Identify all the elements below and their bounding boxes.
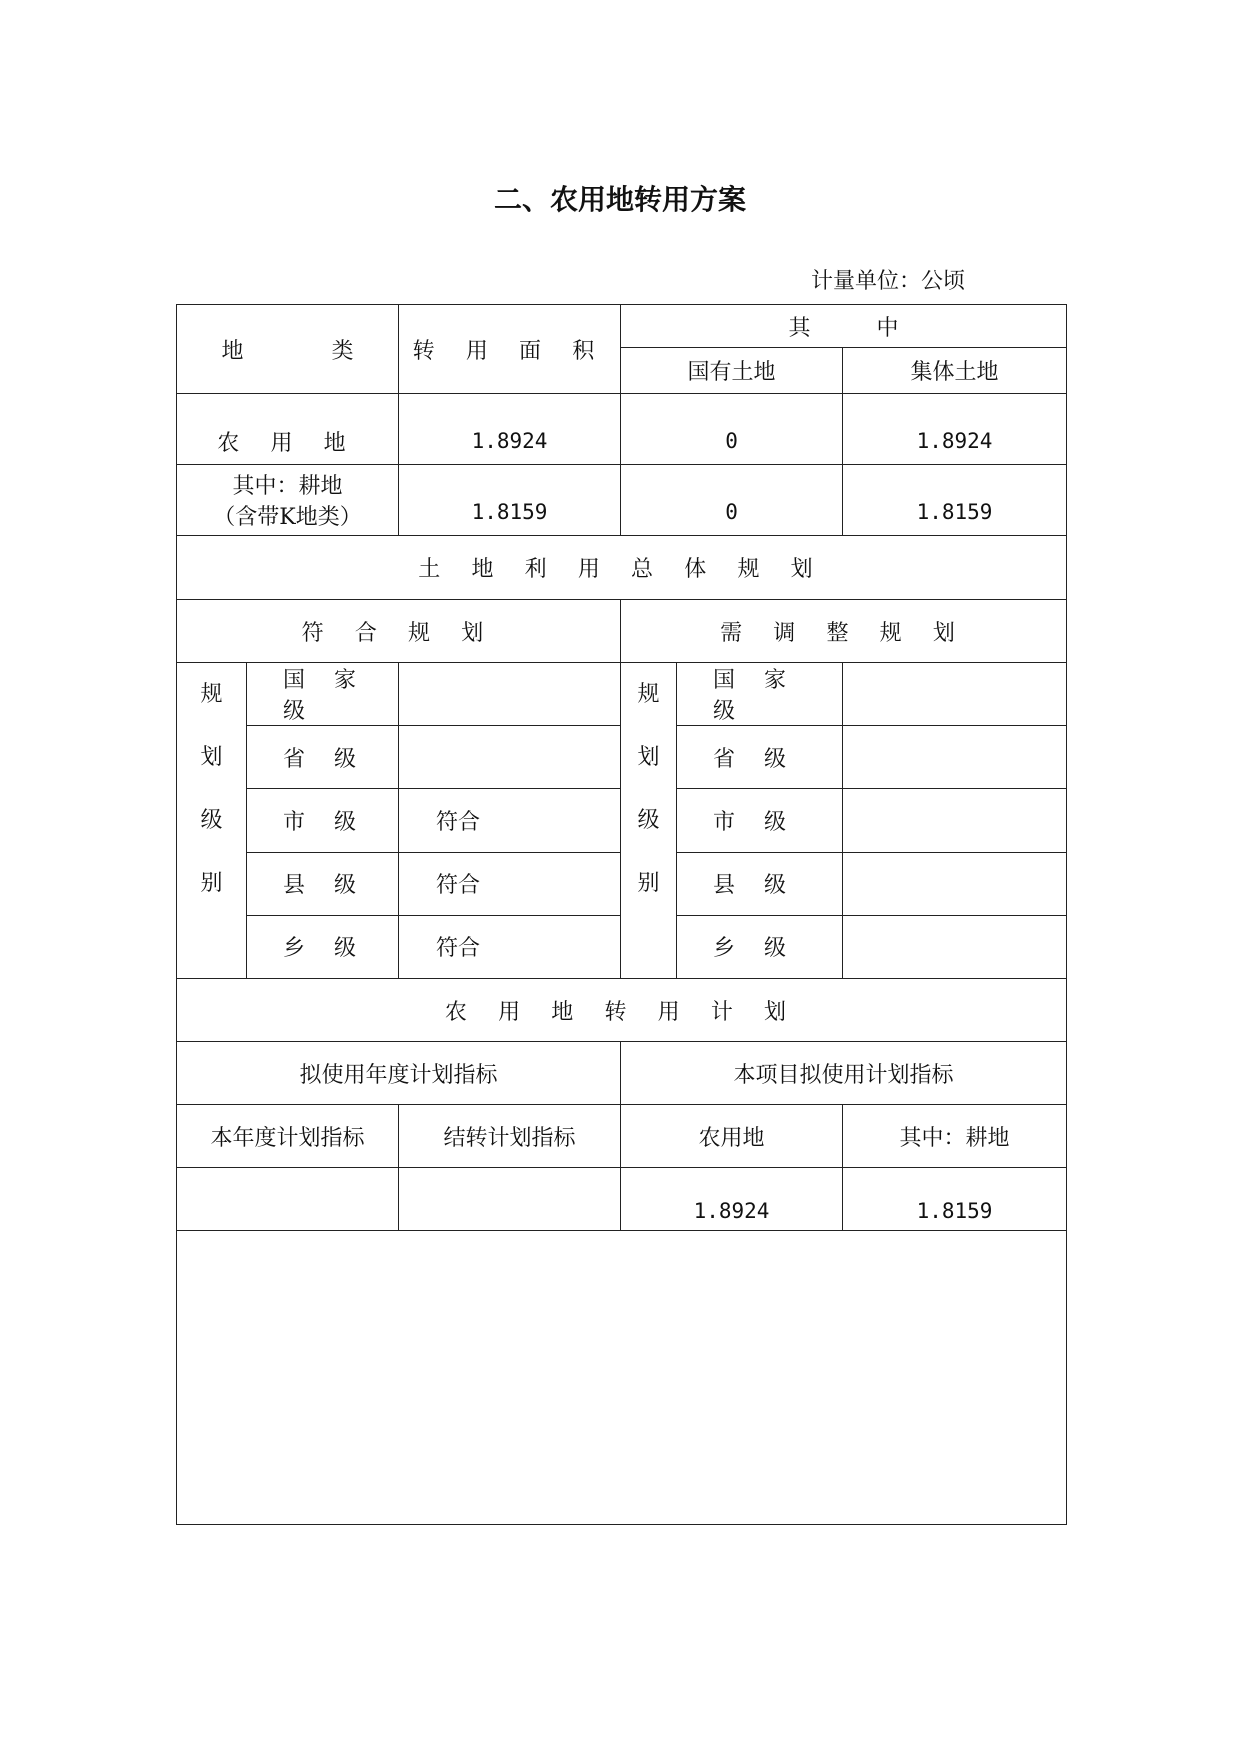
left-value-township: 符合 <box>399 915 621 978</box>
right-value-province <box>843 726 1067 789</box>
right-level-city: 市 级 <box>677 789 843 852</box>
val-current-year-index <box>177 1168 399 1231</box>
row-arable-collective: 1.8159 <box>843 465 1067 536</box>
left-value-national <box>399 663 621 726</box>
left-value-city: 符合 <box>399 789 621 852</box>
row-agri-label: 农 用 地 <box>177 394 399 465</box>
right-level-national: 国 家 级 <box>677 663 843 726</box>
right-level-county: 县 级 <box>677 852 843 915</box>
val-agri-land: 1.8924 <box>621 1168 843 1231</box>
right-value-national <box>843 663 1067 726</box>
col-carryover-index: 结转计划指标 <box>399 1105 621 1168</box>
left-value-province <box>399 726 621 789</box>
row-agri-area: 1.8924 <box>399 394 621 465</box>
conversion-plan-title: 农 用 地 转 用 计 划 <box>177 979 1067 1042</box>
left-level-county: 县 级 <box>247 852 399 915</box>
header-collective-land: 集体土地 <box>843 348 1067 394</box>
left-level-province: 省 级 <box>247 726 399 789</box>
row-arable-label-line2: （含带K地类） <box>213 505 362 530</box>
plan-conform-title: 符 合 规 划 <box>177 600 621 663</box>
row-arable-state: 0 <box>621 465 843 536</box>
val-carryover-index <box>399 1168 621 1231</box>
header-state-land: 国有土地 <box>621 348 843 394</box>
left-level-city: 市 级 <box>247 789 399 852</box>
col-current-year-index: 本年度计划指标 <box>177 1105 399 1168</box>
right-value-county <box>843 852 1067 915</box>
plan-section-title: 土 地 利 用 总 体 规 划 <box>177 536 1067 600</box>
header-land-type: 地 类 <box>177 305 399 394</box>
left-level-national: 国 家 级 <box>247 663 399 726</box>
plan-level-label-left: 规 划 级 别 <box>177 663 247 979</box>
row-arable-area: 1.8159 <box>399 465 621 536</box>
right-value-city <box>843 789 1067 852</box>
conversion-annual-index-title: 拟使用年度计划指标 <box>177 1042 621 1105</box>
left-value-county: 符合 <box>399 852 621 915</box>
land-conversion-table <box>176 304 1067 1525</box>
row-arable-label-line1: 其中：耕地 <box>232 474 343 499</box>
page-title: 二、农用地转用方案 <box>493 183 746 216</box>
conversion-project-index-title: 本项目拟使用计划指标 <box>621 1042 1067 1105</box>
header-transfer-area: 转 用 面 积 <box>399 305 621 394</box>
unit-label: 计量单位：公顷 <box>811 269 966 294</box>
right-level-township: 乡 级 <box>677 915 843 978</box>
row-arable-label <box>177 465 399 536</box>
plan-level-label-right: 规 划 级 别 <box>621 663 677 979</box>
col-arable-land: 其中：耕地 <box>843 1105 1067 1168</box>
remarks-area <box>177 1231 1067 1525</box>
right-value-township <box>843 915 1067 978</box>
left-level-township: 乡 级 <box>247 915 399 978</box>
plan-adjust-title: 需 调 整 规 划 <box>621 600 1067 663</box>
header-of-which: 其 中 <box>621 305 1067 348</box>
col-agri-land: 农用地 <box>621 1105 843 1168</box>
row-agri-state: 0 <box>621 394 843 465</box>
right-level-province: 省 级 <box>677 726 843 789</box>
row-agri-collective: 1.8924 <box>843 394 1067 465</box>
val-arable-land: 1.8159 <box>843 1168 1067 1231</box>
